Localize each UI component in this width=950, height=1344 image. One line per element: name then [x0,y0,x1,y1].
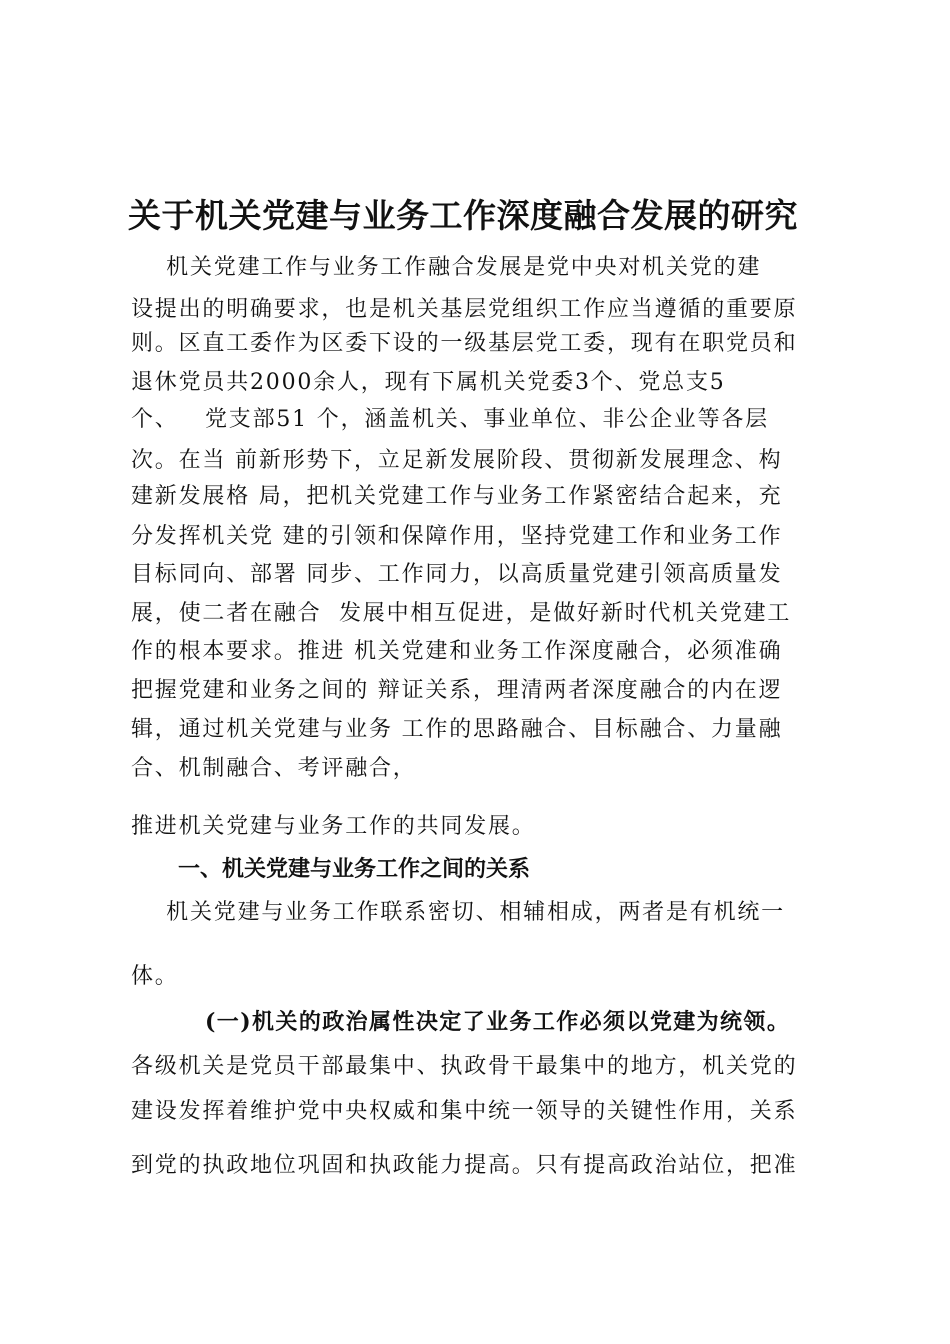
body-line: 目标同向、部署 同步、工作同力，以高质量党建引领高质量发 [131,562,783,587]
body-line: 机关党建与业务工作联系密切、相辅相成，两者是有机统一 [131,900,785,925]
body-line: 把握党建和业务之间的 辩证关系，理清两者深度融合的内在逻 [131,678,783,703]
body-line: 建设发挥着维护党中央权威和集中统一领导的关键性作用，关系 [131,1099,798,1124]
body-line: 个、 党支部51 个，涵盖机关、事业单位、非公企业等各层 [131,407,769,432]
body-line: 退休党员共2000余人，现有下属机关党委3个、党总支5 [131,370,726,395]
section-heading: 一、机关党建与业务工作之间的关系 [178,857,531,882]
body-line: 辑，通过机关党建与业务 工作的思路融合、目标融合、力量融 [131,717,783,742]
body-line: 机关党建工作与业务工作融合发展是党中央对机关党的建 [131,255,762,280]
body-line: 次。在当 前新形势下，立足新发展阶段、贯彻新发展理念、构 [131,448,783,473]
body-line: 则。区直工委作为区委下设的一级基层党工委，现有在职党员和 [131,331,798,356]
body-line: 合、机制融合、考评融合， [131,756,417,781]
body-line: 展，使二者在融合 发展中相互促进，是做好新时代机关党建工 [131,601,792,626]
body-line: 推进机关党建与业务工作的共同发展。 [131,814,536,839]
body-line: 作的根本要求。推进 机关党建和业务工作深度融合，必须准确 [131,639,783,664]
body-line: 设提出的明确要求，也是机关基层党组织工作应当遵循的重要原 [131,297,798,322]
body-line: 各级机关是党员干部最集中、执政骨干最集中的地方，机关党的 [131,1054,798,1079]
body-line: 到党的执政地位巩固和执政能力提高。只有提高政治站位，把准 [131,1153,798,1178]
body-line: 体。 [131,964,179,989]
subsection-heading: (一)机关的政治属性决定了业务工作必须以党建为统领。 [205,1009,791,1035]
body-line: 分发挥机关党 建的引领和保障作用，坚持党建工作和业务工作 [131,524,783,549]
document-title: 关于机关党建与业务工作深度融合发展的研究 [128,196,798,235]
body-line: 建新发展格 局，把机关党建工作与业务工作紧密结合起来，充 [131,484,783,509]
